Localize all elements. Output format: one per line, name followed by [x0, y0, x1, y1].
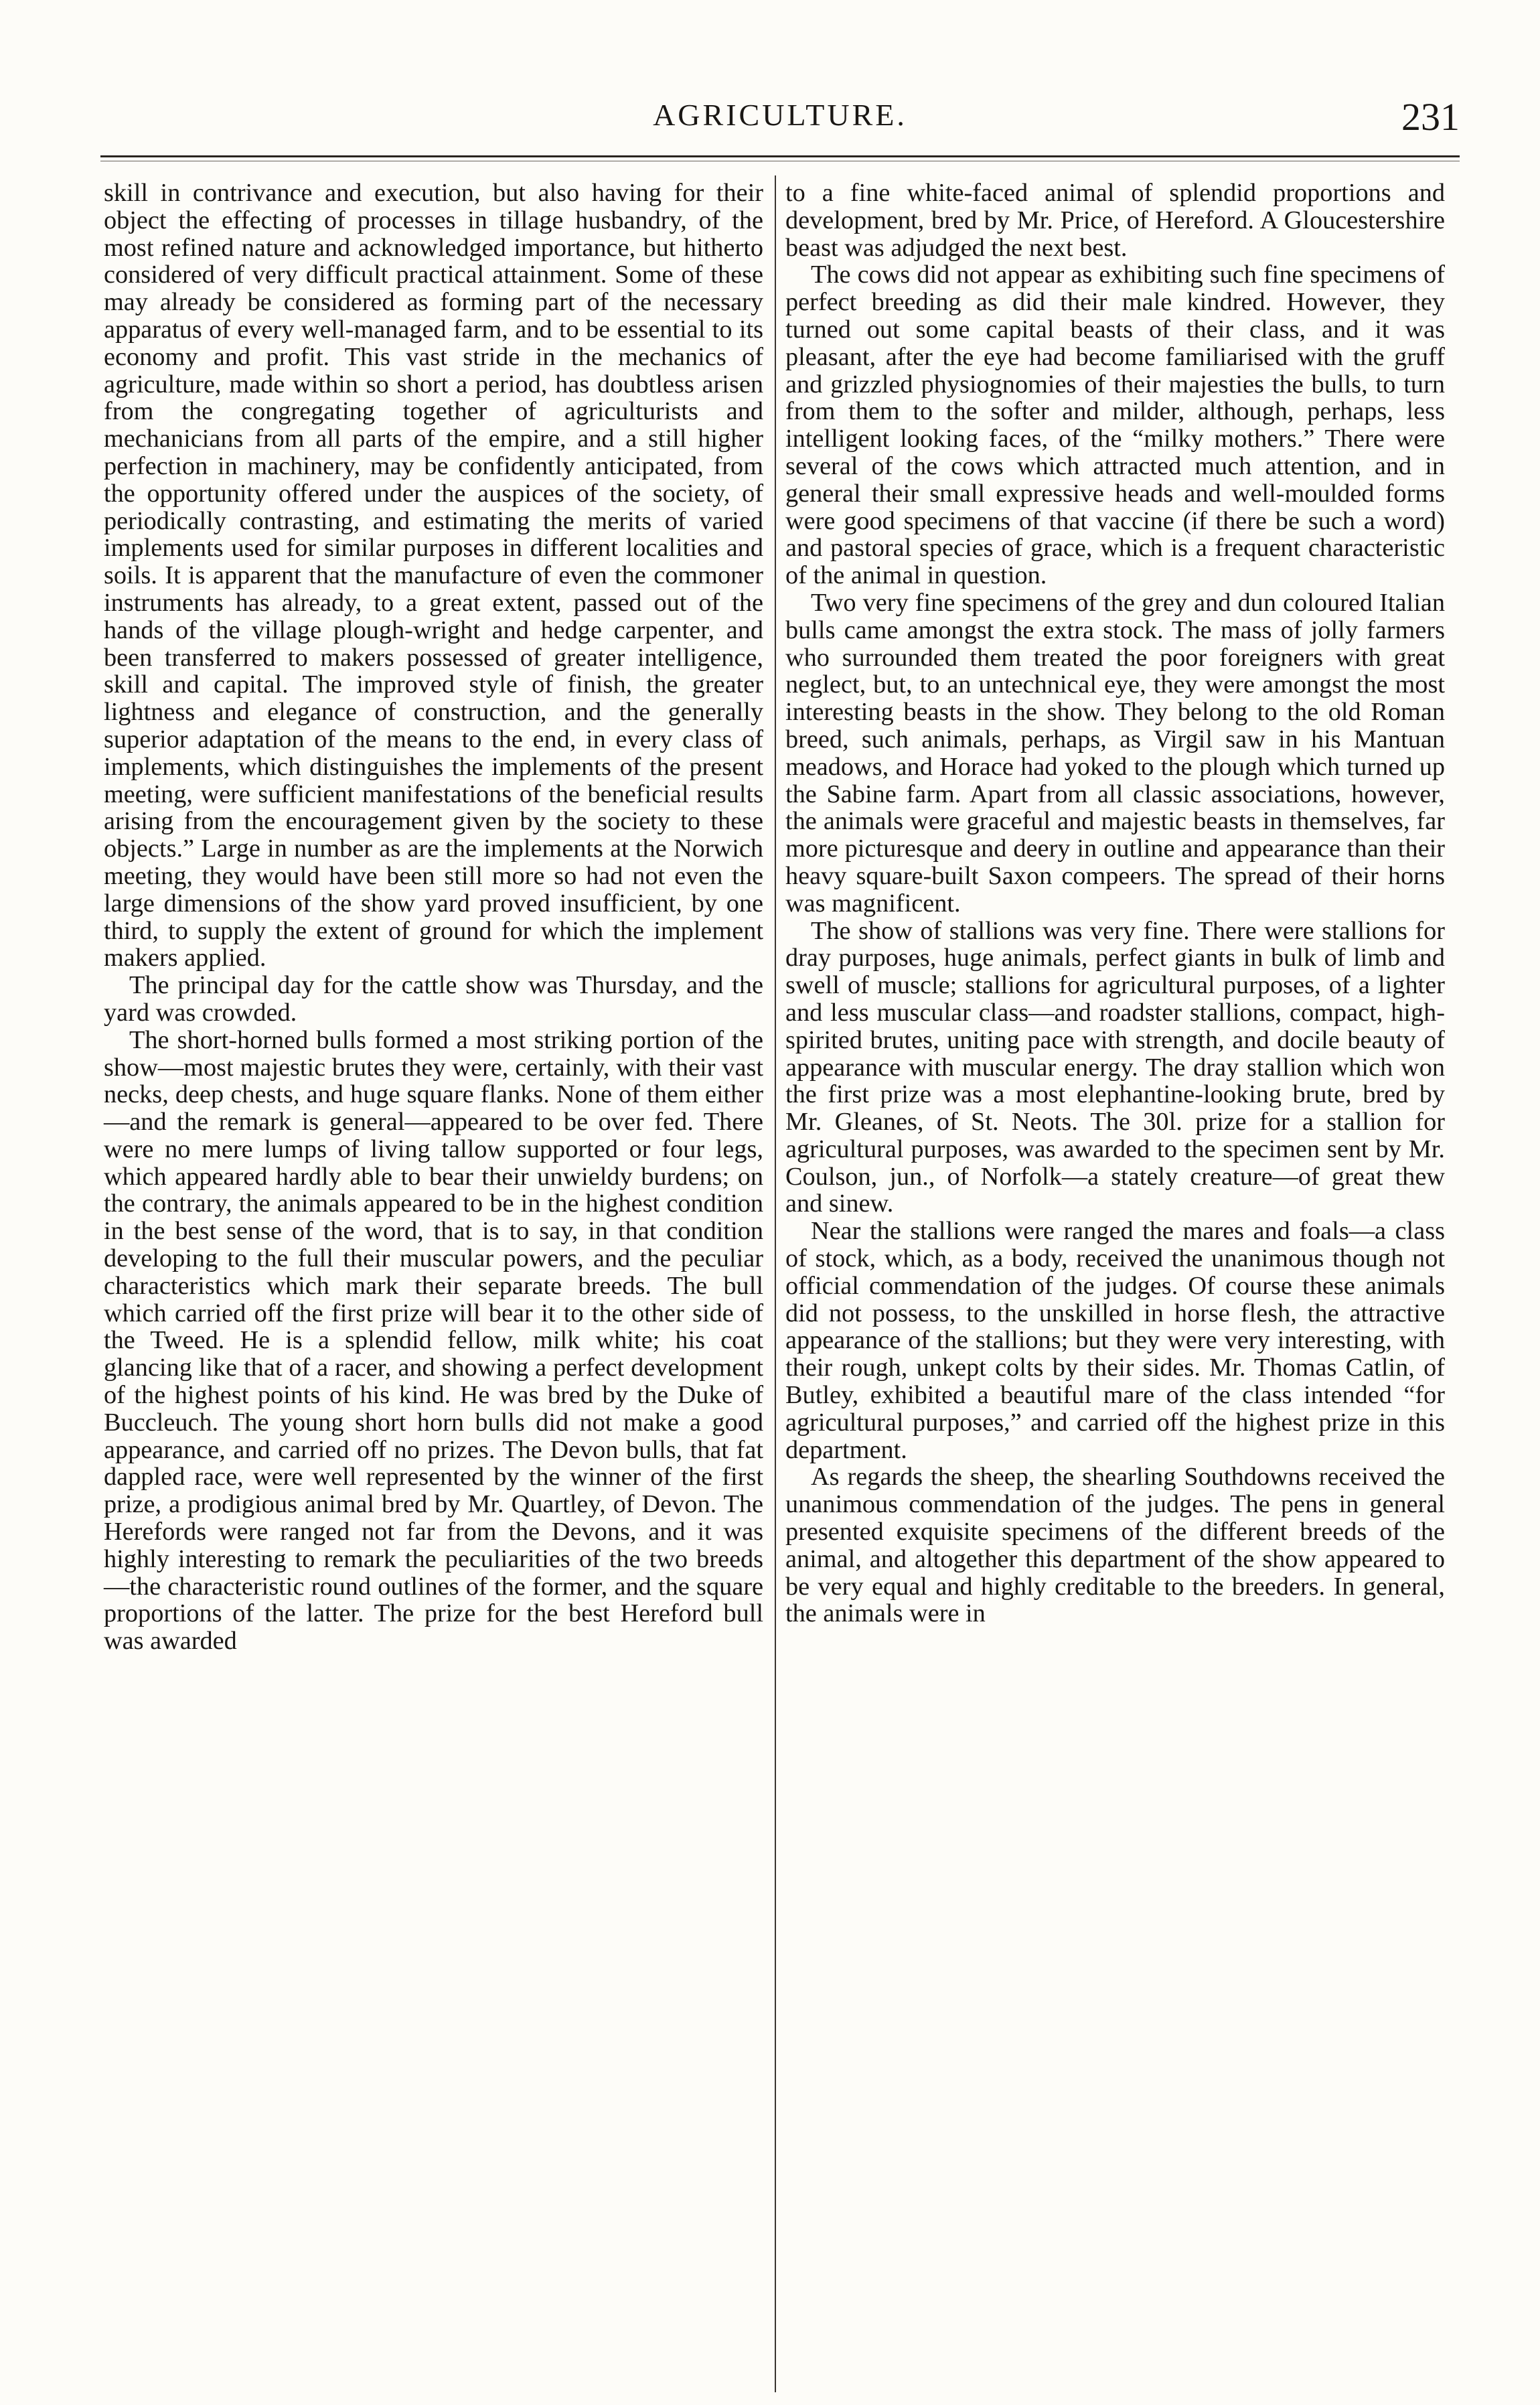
paragraph: The cows did not appear as exhibiting such fine specimens of perfect breeding as did their male kindred. However, they turned out some capital beasts of their class, and it was pleasant, after the eye had become familiarised with the gruff and grizzled physiognomies of their majesties the bulls, to turn from them to the softer and milder, although, perhaps, less intelligent looking faces, of the “milky mothers.” There were several of the cows which attracted much attention, and in general their small expressive heads and well-moulded forms were good specimens of that vaccine (if there be such a word) and pastoral species of grace, which is a frequent characteristic of the animal in question.	[785, 261, 1445, 590]
paragraph: Near the stallions were ranged the mares and foals—a class of stock, which, as a body, received the unanimous though not official commendation of the judges. Of course these animals did not possess, to the unskilled in horse flesh, the attractive appearance of the stallions; but they were very interesting, with their rough, unkept colts by their sides. Mr. Thomas Catlin, of Butley, exhibited a beautiful mare of the class intended “for agricultural purposes,” and carried off the highest prize in this department.	[785, 1217, 1445, 1464]
paragraph: The principal day for the cattle show was Thursday, and the yard was crowded.	[104, 971, 763, 1027]
paragraph: As regards the sheep, the shearling Southdowns received the unanimous commendation of the judges. The pens in general presented exquisite specimens of the different breeds of the animal, and altogether this department of the show appeared to be very equal and highly creditable to the breeders. In general, the animals were in	[785, 1463, 1445, 1628]
paragraph: Two very fine specimens of the grey and dun coloured Italian bulls came amongst the extra stock. The mass of jolly farmers who surrounded them treated the poor foreigners with great neglect, but, to an untechnical eye, they were amongst the most interesting beasts in the show. They belong to the old Roman breed, such animals, perhaps, as Virgil saw in his Mantuan meadows, and Horace had yoked to the plough which turned up the Sabine farm. Apart from all classic associations, however, the animals were graceful and majestic beasts in themselves, far more picturesque and deery in outline and appearance than their heavy square-built Saxon compeers. The spread of their horns was magnificent.	[785, 588, 1445, 918]
running-title: AGRICULTURE.	[653, 98, 907, 132]
column-divider	[775, 175, 776, 2392]
right-column	[785, 179, 1445, 2390]
paragraph: skill in contrivance and execution, but also having for their object the effecting of processes in tillage husbandry, of the most refined nature and acknowledged importance, but hitherto considered of very difficult practical attainment. Some of these may already be considered as forming part of the necessary apparatus of every well-managed farm, and to be essential to its economy and profit. This vast stride in the mechanics of agriculture, made within so short a period, has doubtless arisen from the congregating together of agriculturists and mechanicians from all parts of the empire, and a still higher perfection in machinery, may be confidently anticipated, from the opportunity offered under the auspices of the society, of periodically contrasting, and estimating the merits of varied implements used for similar purposes in different localities and soils. It is apparent that the manufacture of even the commoner instruments has already, to a great extent, passed out of the hands of the village plough-wright and hedge carpenter, and been transferred to makers possessed of greater intelligence, skill and capital. The improved style of finish, the greater lightness and elegance of construction, and the generally superior adaptation of the means to the end, in every class of implements, which distinguishes the implements of the present meeting, were sufficient manifestations of the beneficial results arising from the encouragement given by the society to these objects.” Large in number as are the implements at the Norwich meeting, they would have been still more so had not even the large dimensions of the show yard proved insufficient, by one third, to supply the extent of ground for which the implement makers applied.	[104, 179, 763, 972]
left-column	[104, 179, 763, 2390]
running-head	[100, 97, 1460, 144]
page-number: 231	[1401, 95, 1460, 139]
paragraph: to a fine white-faced animal of splendid proportions and development, bred by Mr. Price, of Hereford. A Gloucestershire beast was adjudged the next best.	[785, 179, 1445, 262]
header-rule	[100, 155, 1460, 157]
paragraph: The show of stallions was very fine. There were stallions for dray purposes, huge animals, perfect giants in bulk of limb and swell of muscle; stallions for agricultural purposes, of a lighter and less muscular class—and roadster stallions, compact, high-spirited brutes, uniting pace with strength, and docile beauty of appearance with muscular energy. The dray stallion which won the first prize was a most elephantine-looking brute, bred by Mr. Gleanes, of St. Neots. The 30l. prize for a stallion for agricultural purposes, was awarded to the specimen sent by Mr. Coulson, jun., of Norfolk—a stately creature—of great thew and sinew.	[785, 916, 1445, 1218]
paragraph: The short-horned bulls formed a most striking portion of the show—most majestic brutes they were, certainly, with their vast necks, deep chests, and huge square flanks. None of them either—and the remark is general—appeared to be over fed. There were no mere lumps of living tallow supported or four legs, which appeared hardly able to bear their unwieldy burdens; on the contrary, the animals appeared to be in the highest condition in the best sense of the word, that is to say, in that condition developing to the full their muscular powers, and the peculiar characteristics which mark their separate breeds. The bull which carried off the first prize will bear it to the other side of the Tweed. He is a splendid fellow, milk white; his coat glancing like that of a racer, and showing a perfect development of the highest points of his kind. He was bred by the Duke of Buccleuch. The young short horn bulls did not make a good appearance, and carried off no prizes. The Devon bulls, that fat dappled race, were well represented by the winner of the first prize, a prodigious animal bred by Mr. Quartley, of Devon. The Herefords were ranged not far from the Devons, and it was highly interesting to remark the peculiarities of the two breeds—the characteristic round outlines of the former, and the square proportions of the latter. The prize for the best Hereford bull was awarded	[104, 1025, 763, 1656]
